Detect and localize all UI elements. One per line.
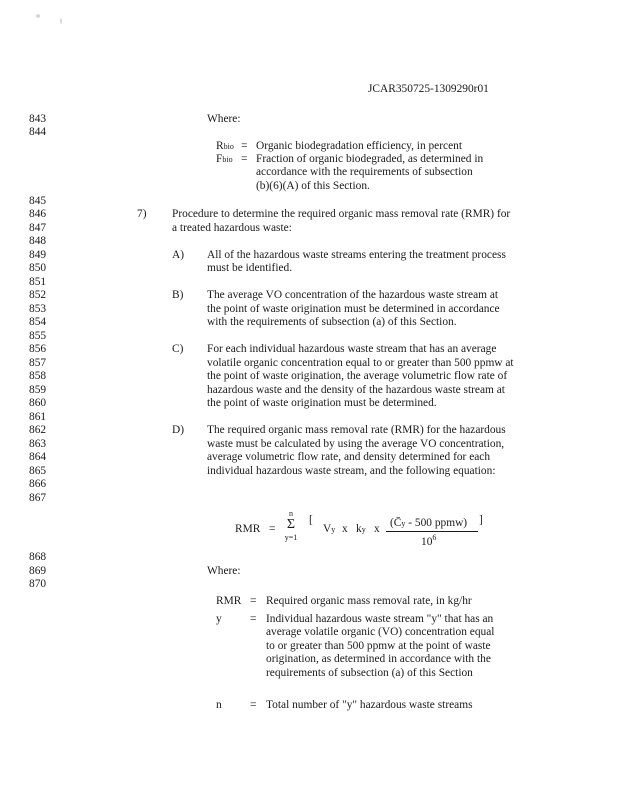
- subitem-text: volatile organic concentration equal to or greater than 500 ppmw at: [207, 357, 514, 369]
- subitem-label: A): [172, 249, 185, 261]
- summation-lower: y=1: [284, 533, 298, 542]
- item-text: a treated hazardous waste:: [172, 222, 292, 234]
- where-label: Where:: [207, 113, 241, 125]
- equation-term-k: ky: [356, 523, 366, 535]
- definition-text: Individual hazardous waste stream "y" that has an: [266, 613, 494, 625]
- definition-symbol: n: [216, 699, 222, 711]
- line-number: 857: [29, 357, 47, 369]
- fraction-denominator: $10^6$: [421, 533, 437, 548]
- subitem-label: C): [172, 343, 184, 355]
- line-number: 869: [29, 565, 47, 577]
- definition-text: Fraction of organic biodegraded, as determined in: [256, 153, 484, 165]
- definition-symbol: Rbio: [216, 140, 234, 152]
- equation-times: x: [342, 523, 348, 535]
- subitem-text: hazardous waste and the density of the hazardous waste stream at: [207, 384, 505, 396]
- subitem-text: with the requirements of subsection (a) of this Section.: [207, 316, 457, 328]
- line-number: 862: [29, 424, 47, 436]
- subitem-text: For each individual hazardous waste stream that has an average: [207, 343, 497, 355]
- line-number: 847: [29, 222, 47, 234]
- subitem-text: must be identified.: [207, 262, 293, 274]
- definition-text: Required organic mass removal rate, in kg/hr: [266, 595, 472, 607]
- equation-lhs: RMR: [235, 523, 261, 535]
- line-number: 863: [29, 438, 47, 450]
- bracket-open: [: [309, 514, 313, 526]
- line-number: 864: [29, 451, 47, 463]
- definition-text: Total number of "y" hazardous waste streams: [266, 699, 473, 711]
- line-number: 843: [29, 113, 47, 125]
- definition-symbol: y: [216, 613, 222, 625]
- subitem-label: B): [172, 289, 184, 301]
- definition-symbol: Fbio: [216, 153, 233, 165]
- document-id: JCAR350725-1309290r01: [368, 83, 489, 95]
- line-number: 849: [29, 249, 47, 261]
- scan-mark: [60, 18, 62, 24]
- line-number: 859: [29, 384, 47, 396]
- line-number: 858: [29, 370, 47, 382]
- line-number: 855: [29, 330, 47, 342]
- definition-symbol: RMR: [216, 595, 242, 607]
- line-number: 868: [29, 551, 47, 563]
- line-number: 856: [29, 343, 47, 355]
- summation-sign: Σ: [286, 517, 296, 532]
- definition-equals: =: [250, 613, 257, 625]
- subitem-text: waste must be calculated by using the average VO concentration,: [207, 438, 505, 450]
- summation: [283, 509, 299, 544]
- line-number: 853: [29, 303, 47, 315]
- fraction-bar: [386, 531, 478, 532]
- subitem-text: the point of waste origination must be determined in accordance: [207, 303, 500, 315]
- item-text: Procedure to determine the required organic mass removal rate (RMR) for: [172, 208, 511, 220]
- line-number: 870: [29, 578, 47, 590]
- where-label: Where:: [207, 565, 241, 577]
- item-number: 7): [137, 208, 147, 220]
- line-number: 845: [29, 195, 47, 207]
- scan-mark: [36, 14, 40, 18]
- definition-text: Organic biodegradation efficiency, in percent: [256, 140, 462, 152]
- line-number: 844: [29, 126, 47, 138]
- summation-upper: n: [289, 509, 293, 518]
- subitem-text: average volumetric flow rate, and density determined for each: [207, 451, 491, 463]
- definition-equals: =: [250, 699, 257, 711]
- line-number: 851: [29, 276, 47, 288]
- definition-text: to or greater than 500 ppmw at the point of waste: [266, 640, 491, 652]
- line-number: 861: [29, 411, 47, 423]
- subitem-text: the point of waste origination, the average volumetric flow rate of: [207, 370, 508, 382]
- equation-times: x: [374, 523, 380, 535]
- definition-text: accordance with the requirements of subsection: [256, 166, 473, 178]
- subitem-text: The average VO concentration of the hazardous waste stream at: [207, 289, 499, 301]
- line-number: 846: [29, 208, 47, 220]
- definition-equals: =: [241, 140, 248, 152]
- subitem-text: The required organic mass removal rate (RMR) for the hazardous: [207, 424, 506, 436]
- line-number: 860: [29, 397, 47, 409]
- line-number: 867: [29, 492, 47, 504]
- definition-text: origination, as determined in accordance with the: [266, 653, 491, 665]
- line-number: 848: [29, 235, 47, 247]
- definition-text: requirements of subsection (a) of this Section: [266, 667, 473, 679]
- subitem-text: individual hazardous waste stream, and the following equation:: [207, 465, 496, 477]
- definition-equals: =: [250, 595, 257, 607]
- bracket-close: ]: [479, 514, 483, 526]
- subitem-text: All of the hazardous waste streams entering the treatment process: [207, 249, 506, 261]
- subitem-label: D): [172, 424, 185, 436]
- equation-term-v: Vy: [323, 523, 336, 535]
- equation-equals: =: [269, 523, 276, 535]
- definition-equals: =: [241, 153, 248, 165]
- line-number: 850: [29, 262, 47, 274]
- line-number: 852: [29, 289, 47, 301]
- definition-text: average volatile organic (VO) concentration equal: [266, 626, 495, 638]
- fraction-numerator: (C̄y - 500 ppmw): [390, 517, 468, 529]
- definition-text: (b)(6)(A) of this Section.: [256, 180, 370, 192]
- line-number: 854: [29, 316, 47, 328]
- subitem-text: the point of waste origination must be determined.: [207, 397, 437, 409]
- line-number: 866: [29, 478, 47, 490]
- line-number: 865: [29, 465, 47, 477]
